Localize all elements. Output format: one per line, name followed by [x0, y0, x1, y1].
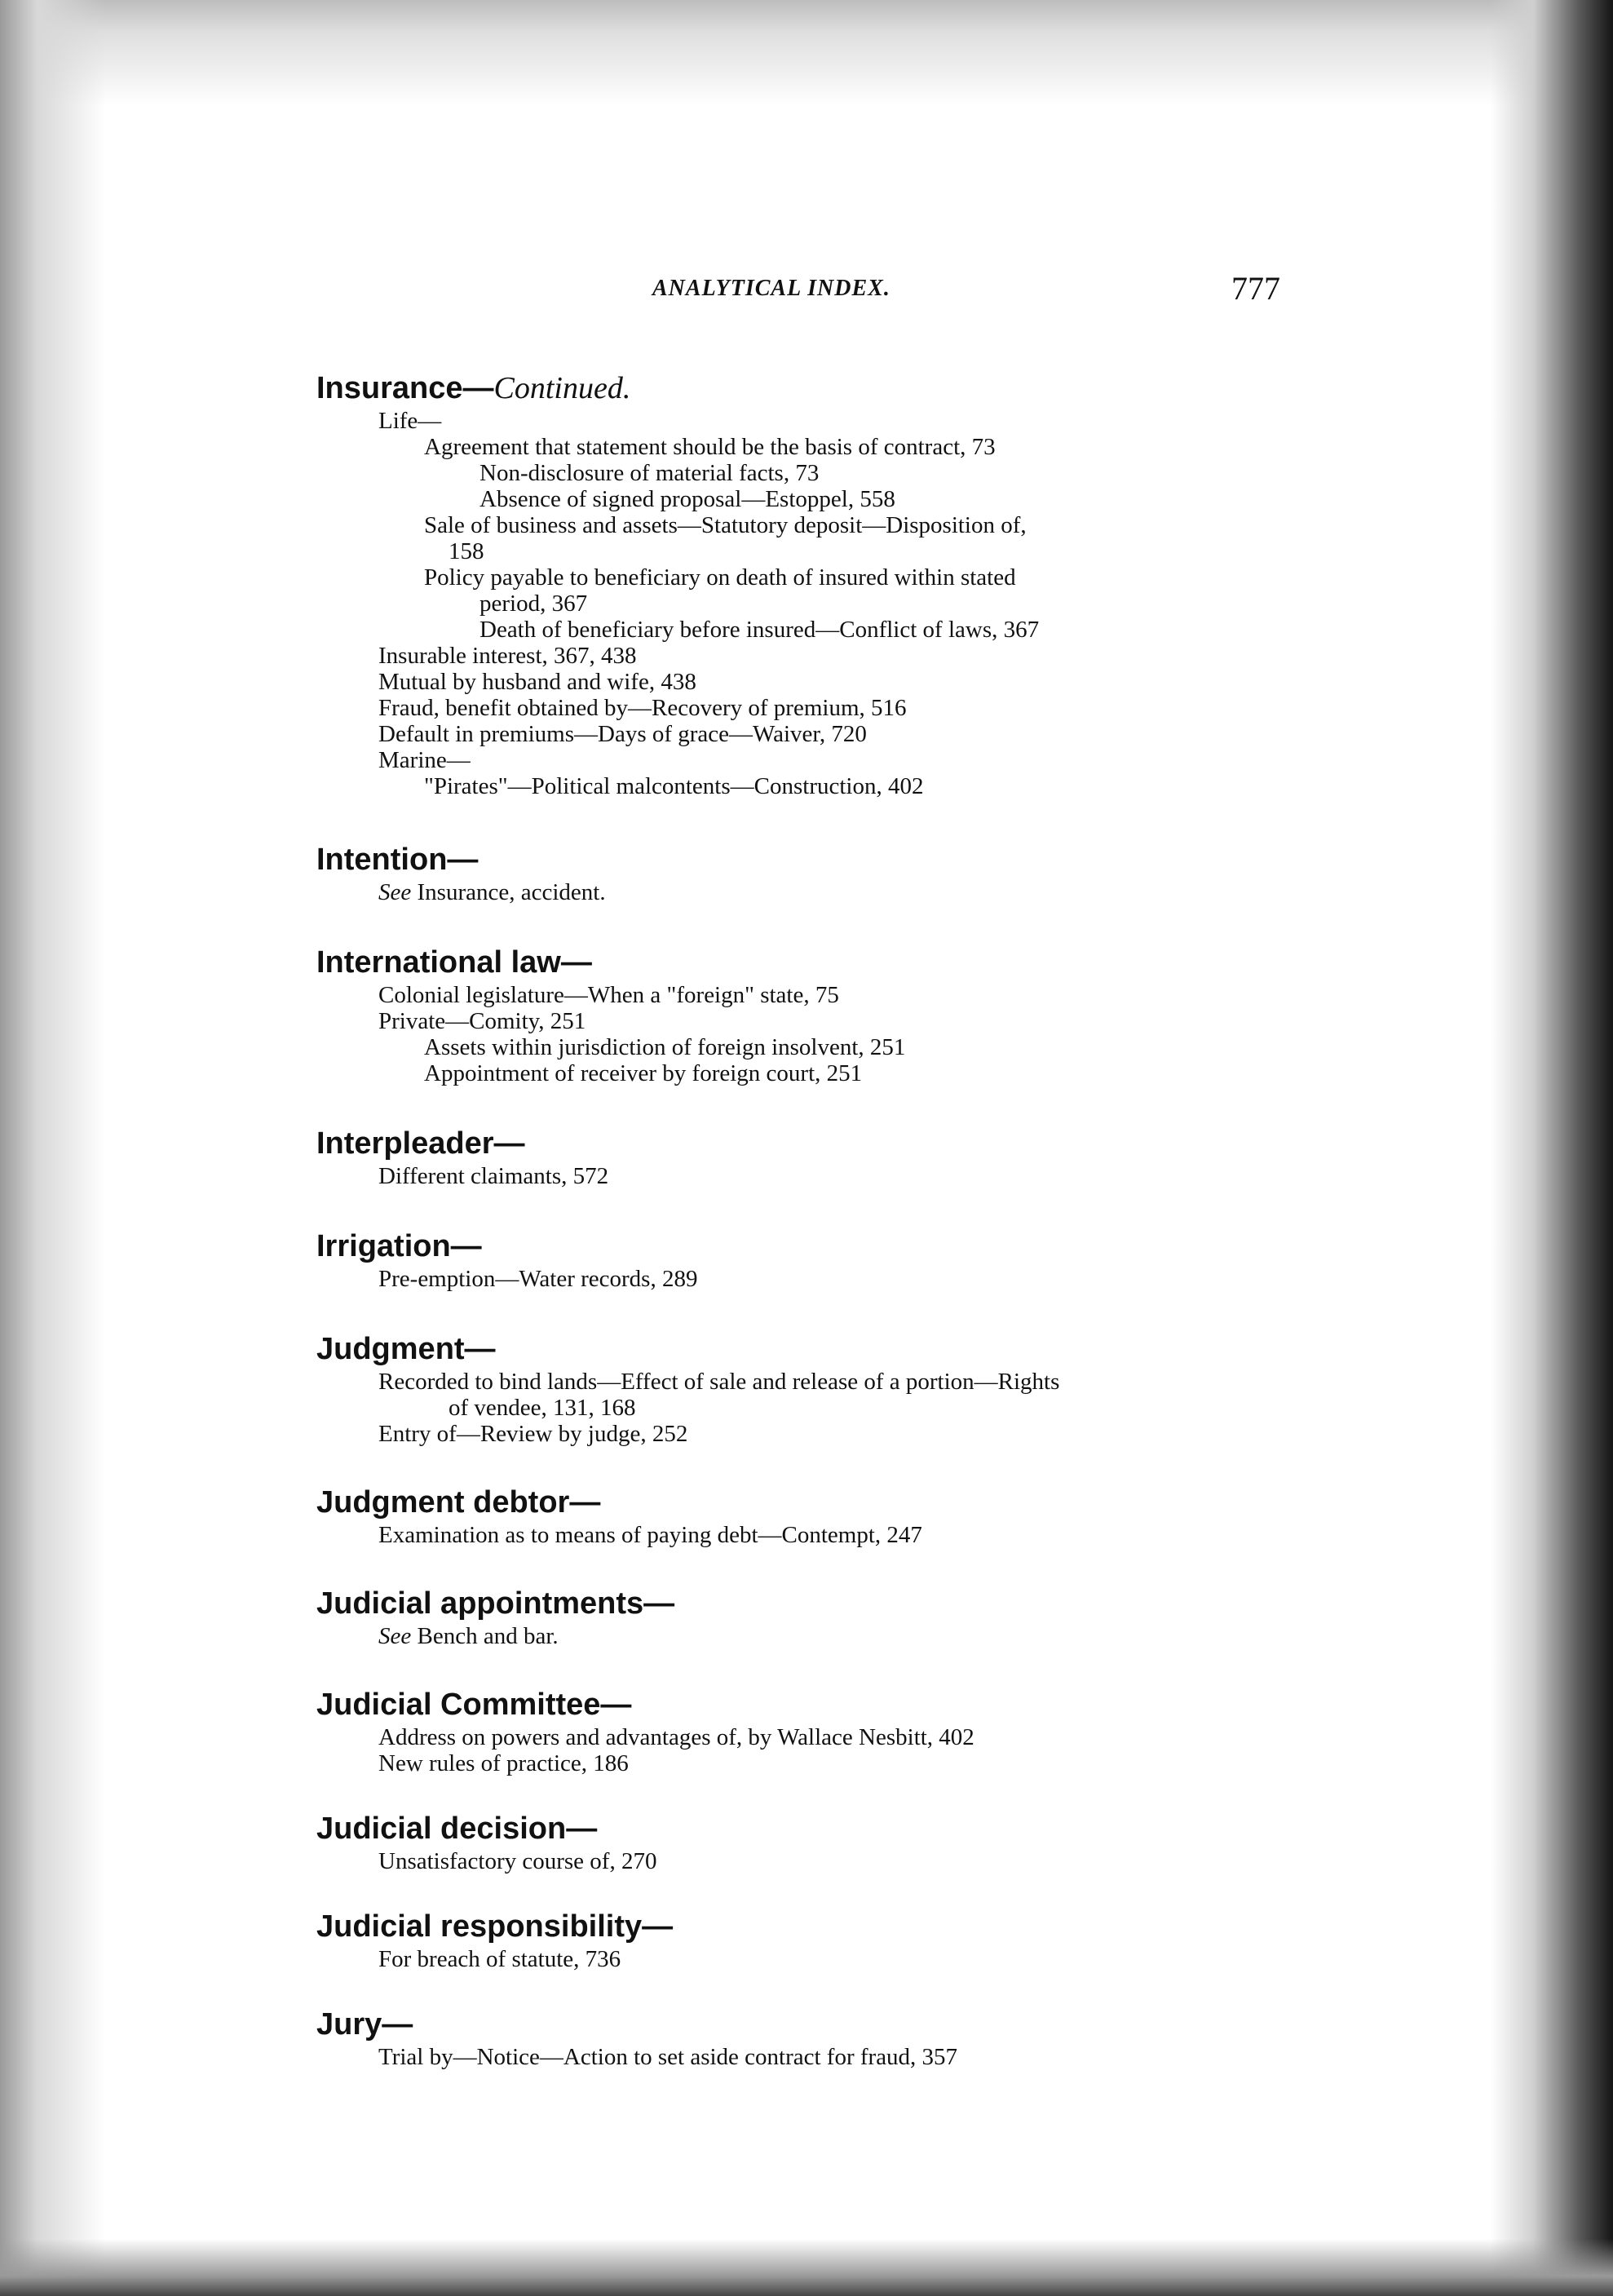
subentry-text: Unsatisfactory course of, 270: [378, 1848, 657, 1874]
entry-heading-text: Judgment debtor—: [316, 1485, 601, 1520]
index-subentry: [316, 695, 1295, 721]
entry-heading: [316, 1124, 1295, 1163]
index-subentry: [316, 1724, 1295, 1750]
index-subentry: [316, 538, 1295, 564]
index-subentry: [316, 1163, 1295, 1189]
entry-heading-text: Judicial Committee—: [316, 1688, 632, 1722]
entry-heading: [316, 1584, 1295, 1623]
index-subentry: [316, 669, 1295, 695]
subentry-text: Life—: [378, 408, 442, 434]
index-subentry: [316, 643, 1295, 669]
entry-heading: [316, 1685, 1295, 1724]
subentry-text: Non-disclosure of material facts, 73: [479, 460, 820, 486]
subentry-text: Absence of signed proposal—Estoppel, 558: [479, 486, 895, 512]
index-subentry: [316, 1369, 1295, 1395]
index-subentry: [316, 564, 1295, 591]
subentry-text: Different claimants, 572: [378, 1163, 609, 1189]
index-subentry: [316, 617, 1295, 643]
subentry-text: Policy payable to beneficiary on death of insured within stated: [424, 564, 1016, 591]
entry-heading-text: Judicial decision—: [316, 1812, 598, 1846]
index-entry: [316, 1124, 1295, 1189]
subentry-text: Marine—: [378, 747, 471, 773]
index-subentry: [316, 460, 1295, 486]
page-number: 777: [1231, 270, 1280, 307]
subentry-text: Examination as to means of paying debt—Contempt, 247: [378, 1522, 922, 1548]
index-subentry: [316, 747, 1295, 773]
subentry-text: of vendee, 131, 168: [449, 1395, 636, 1421]
index-entry: [316, 1483, 1295, 1548]
subentry-text: Trial by—Notice—Action to set aside contract for fraud, 357: [378, 2044, 958, 2070]
subentry-text: Fraud, benefit obtained by—Recovery of premium, 516: [378, 695, 907, 721]
subentry-text: New rules of practice, 186: [378, 1750, 629, 1776]
subentry-text: Insurable interest, 367, 438: [378, 643, 637, 669]
entry-heading: [316, 1227, 1295, 1266]
index-entry: [316, 1907, 1295, 1972]
entry-heading-text: Judicial appointments—: [316, 1586, 675, 1621]
subentry-text: period, 367: [479, 591, 588, 617]
index-subentry: [316, 773, 1295, 799]
index-subentry: [316, 1848, 1295, 1874]
subentry-text: Colonial legislature—When a "foreign" state, 75: [378, 982, 839, 1008]
entry-heading: [316, 369, 1295, 408]
index-subentry: [316, 1060, 1295, 1086]
index-subentry: [316, 721, 1295, 747]
subentry-text: Insurance, accident.: [411, 879, 606, 905]
subentry-text: Mutual by husband and wife, 438: [378, 669, 696, 695]
entry-heading-text: Jury—: [316, 2007, 413, 2042]
scan-bottom-edge: [0, 2239, 1613, 2296]
index-subentry: [316, 1750, 1295, 1776]
index-subentry: [316, 512, 1295, 538]
entry-heading: [316, 1483, 1295, 1522]
running-title: ANALYTICAL INDEX.: [652, 276, 890, 301]
index-subentry: [316, 1034, 1295, 1060]
index-subentry: [316, 879, 1295, 905]
index-subentry: [316, 486, 1295, 512]
entry-heading-text: Irrigation—: [316, 1229, 482, 1263]
entry-heading: [316, 1907, 1295, 1946]
entry-heading: [316, 840, 1295, 879]
entry-heading-text: Insurance—: [316, 371, 494, 405]
entry-heading-continued: Continued.: [493, 371, 631, 405]
entry-heading: [316, 943, 1295, 982]
index-subentry: [316, 1395, 1295, 1421]
see-reference-label: See: [378, 1623, 412, 1649]
subentry-text: Entry of—Review by judge, 252: [378, 1421, 688, 1447]
index-subentry: [316, 1421, 1295, 1447]
subentry-text: Pre-emption—Water records, 289: [378, 1266, 698, 1292]
subentry-text: Address on powers and advantages of, by Wallace Nesbitt, 402: [378, 1724, 974, 1750]
subentry-text: Default in premiums—Days of grace—Waiver, 720: [378, 721, 867, 747]
scan-top-edge: [0, 0, 1613, 106]
entry-heading: [316, 1329, 1295, 1369]
subentry-text: 158: [449, 538, 484, 564]
entry-heading-text: Judicial responsibility—: [316, 1909, 674, 1944]
index-subentry: [316, 1623, 1295, 1649]
entry-heading-text: Judgment—: [316, 1332, 496, 1366]
index-subentry: [316, 408, 1295, 434]
index-entry: [316, 369, 1295, 799]
scan-right-edge: [1491, 0, 1613, 2296]
index-body: [316, 336, 1295, 2070]
index-entry: [316, 1809, 1295, 1874]
index-subentry: [316, 1266, 1295, 1292]
subentry-text: Bench and bar.: [411, 1623, 559, 1649]
index-subentry: [316, 1946, 1295, 1972]
running-head: [652, 269, 1288, 318]
index-entry: [316, 2005, 1295, 2070]
subentry-text: Assets within jurisdiction of foreign insolvent, 251: [424, 1034, 906, 1060]
entry-heading-text: International law—: [316, 945, 592, 980]
entry-heading: [316, 2005, 1295, 2044]
index-subentry: [316, 1008, 1295, 1034]
entry-heading-text: Interpleader—: [316, 1126, 525, 1161]
index-entry: [316, 943, 1295, 1086]
subentry-text: Recorded to bind lands—Effect of sale and release of a portion—Rights: [378, 1369, 1060, 1395]
index-entry: [316, 1685, 1295, 1776]
subentry-text: "Pirates"—Political malcontents—Construction, 402: [424, 773, 924, 799]
index-subentry: [316, 591, 1295, 617]
index-subentry: [316, 1522, 1295, 1548]
scan-left-edge: [0, 0, 106, 2296]
subentry-text: Private—Comity, 251: [378, 1008, 586, 1034]
index-subentry: [316, 2044, 1295, 2070]
entry-heading-text: Intention—: [316, 843, 479, 877]
subentry-text: Agreement that statement should be the basis of contract, 73: [424, 434, 996, 460]
subentry-text: Death of beneficiary before insured—Conflict of laws, 367: [479, 617, 1040, 643]
index-subentry: [316, 434, 1295, 460]
subentry-text: Sale of business and assets—Statutory deposit—Disposition of,: [424, 512, 1027, 538]
subentry-text: Appointment of receiver by foreign court, 251: [424, 1060, 863, 1086]
index-entry: [316, 1329, 1295, 1447]
index-subentry: [316, 982, 1295, 1008]
index-entry: [316, 1227, 1295, 1292]
index-entry: [316, 840, 1295, 905]
entry-heading: [316, 1809, 1295, 1848]
subentry-text: For breach of statute, 736: [378, 1946, 621, 1972]
index-entry: [316, 1584, 1295, 1649]
see-reference-label: See: [378, 879, 412, 905]
